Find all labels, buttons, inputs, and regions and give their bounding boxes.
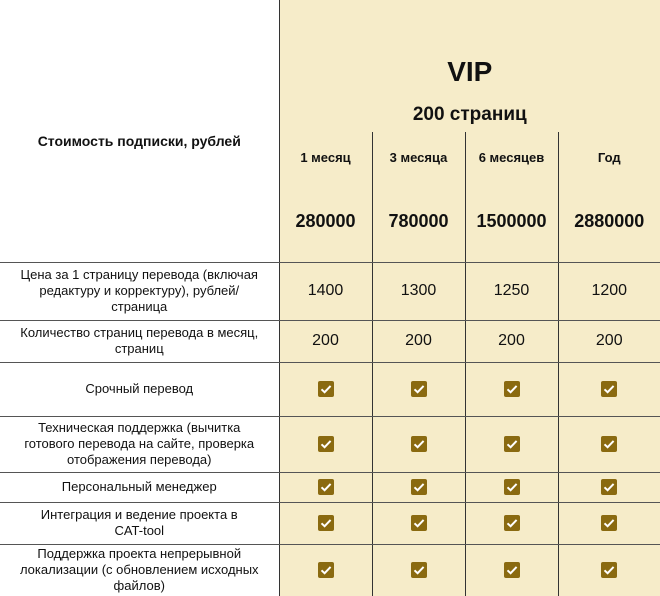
table-row [0, 262, 660, 320]
feature-label: Персональный менеджер [0, 472, 279, 502]
row-label: Количество страниц перевода в месяц, страниц [0, 320, 279, 362]
check-icon [504, 381, 520, 397]
check-icon [318, 381, 334, 397]
row-value: 200 [279, 320, 372, 362]
check-icon [504, 436, 520, 452]
check-icon [601, 479, 617, 495]
check-icon [411, 479, 427, 495]
subscription-label-cell [0, 0, 279, 262]
subscription-price: 780000 [372, 182, 465, 262]
feature-row [0, 362, 660, 416]
row-value: 1250 [465, 262, 558, 320]
check-icon [411, 515, 427, 531]
check-icon [411, 562, 427, 578]
feature-row [0, 472, 660, 502]
plan-title: VIP [279, 0, 660, 90]
plan-pages: 200 страниц [279, 90, 660, 132]
row-value: 200 [372, 320, 465, 362]
check-icon [504, 479, 520, 495]
check-icon [318, 436, 334, 452]
period-header: Год [558, 132, 660, 182]
period-header: 6 месяцев [465, 132, 558, 182]
check-icon [318, 479, 334, 495]
row-label: Цена за 1 страницу перевода (включая редактуру и корректуру), рублей/ страница [0, 262, 279, 320]
check-icon [318, 562, 334, 578]
feature-row [0, 416, 660, 472]
row-value: 200 [558, 320, 660, 362]
row-value: 1300 [372, 262, 465, 320]
subscription-label: Стоимость подписки, рублей [37, 132, 241, 149]
row-value: 200 [465, 320, 558, 362]
check-icon [601, 515, 617, 531]
subscription-price: 2880000 [558, 182, 660, 262]
subscription-price: 1500000 [465, 182, 558, 262]
row-value: 1200 [558, 262, 660, 320]
feature-label: Поддержка проекта непрерывной локализации (с обновлением исходных файлов) [0, 544, 279, 596]
period-header: 3 месяца [372, 132, 465, 182]
feature-label: Техническая поддержка (вычитка готового перевода на сайте, проверка отображения перевода) [0, 416, 279, 472]
check-icon [411, 436, 427, 452]
feature-row [0, 502, 660, 544]
table-row [0, 320, 660, 362]
check-icon [601, 436, 617, 452]
subscription-price: 280000 [279, 182, 372, 262]
period-header: 1 месяц [279, 132, 372, 182]
check-icon [504, 515, 520, 531]
feature-label: Интеграция и ведение проекта в CAT-tool [0, 502, 279, 544]
row-value: 1400 [279, 262, 372, 320]
feature-row [0, 544, 660, 596]
check-icon [411, 381, 427, 397]
check-icon [504, 562, 520, 578]
check-icon [601, 381, 617, 397]
check-icon [318, 515, 334, 531]
check-icon [601, 562, 617, 578]
feature-label: Срочный перевод [0, 362, 279, 416]
